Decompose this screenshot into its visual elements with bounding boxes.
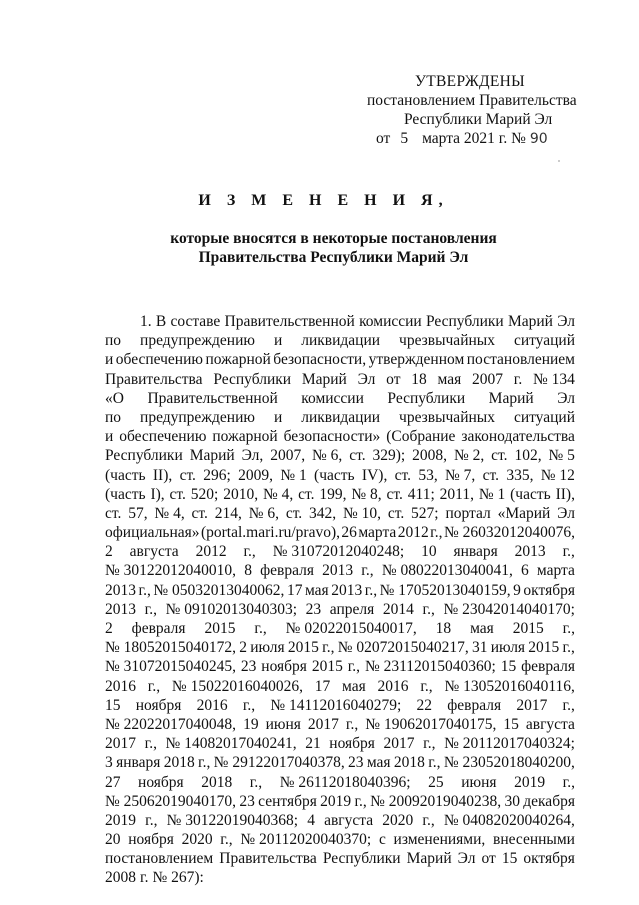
body-line: официальная» (portal.mari.ru/pravo), 26 марта 2012 г., № 26032012040076, — [105, 524, 575, 542]
subtitle-line-2: Правительства Республики Марий Эл — [198, 249, 469, 266]
body-line: 2019 г., № 30122019040368; 4 августа 2020 г., № 04082020040264, — [105, 811, 575, 829]
body-line: № 31072015040245, 23 ноября 2015 г., № 23112015040360; 15 февраля — [105, 658, 575, 676]
body-line: Правительства Республики Марий Эл от 18 мая 2007 г. № 134 — [105, 370, 575, 388]
body-line: и обеспечению пожарной безопасности, утвержденном постановлением — [105, 351, 575, 369]
approval-date — [360, 129, 580, 149]
body-line: ст. 57, № 4, ст. 214, № 6, ст. 342, № 10, ст. 527; портал «Марий Эл — [105, 504, 575, 522]
approval-date-prefix: от — [376, 130, 391, 147]
body-line: Республики Марий Эл, 2007, № 6, ст. 329); 2008, № 2, ст. 102, № 5 — [105, 447, 575, 465]
body-line: 2008 г. № 267): — [105, 869, 204, 887]
body-line: 15 ноября 2016 г., № 14112016040279; 22 февраля 2017 г., — [105, 696, 575, 714]
approval-stamp — [360, 72, 580, 149]
body-line: 1. В составе Правительственной комиссии Республики Марий Эл — [140, 313, 575, 330]
body-line: 2013 г., № 05032013040062, 17 мая 2013 г., № 17052013040159, 9 октября — [105, 581, 575, 599]
body-line: 2 февраля 2015 г., № 02022015040017, 18 мая 2015 г., — [105, 620, 575, 637]
approval-date-month-year: марта 2021 г. № — [422, 130, 526, 147]
body-line: 2013 г., № 09102013040303; 23 апреля 2014 г., № 23042014040170; — [105, 600, 575, 618]
body-line: 2 августа 2012 г., № 31072012040248; 10 января 2013 г., — [105, 543, 575, 561]
body-line: 2016 г., № 15022016040026, 17 мая 2016 г., № 13052016040116, — [105, 677, 575, 695]
body-line: (часть I), ст. 520; 2010, № 4, ст. 199, № 8, ст. 411; 2011, № 1 (часть II), — [105, 485, 575, 503]
body-line: постановлением Правительства Республики Марий Эл от 15 октября — [105, 850, 575, 868]
body-line: № 25062019040170, 23 сентября 2019 г., № 20092019040238, 30 декабря — [105, 792, 575, 810]
body-line: № 30122012040010, 8 февраля 2013 г., № 08022013040041, 6 марта — [105, 562, 575, 580]
scan-mark — [558, 160, 560, 162]
body-line: 3 января 2018 г., № 29122017040378, 23 мая 2018 г., № 23052018040200, — [105, 754, 575, 772]
approval-line-2: постановлением Правительства — [367, 92, 577, 109]
subtitle-line-1: которые вносятся в некоторые постановления — [170, 230, 497, 247]
document-body — [105, 312, 575, 888]
document-title: И З М Е Н Е Н И Я, — [198, 192, 449, 209]
body-line: «О Правительственной комиссии Республики Марий Эл — [105, 389, 575, 407]
body-line: (часть II), ст. 296; 2009, № 1 (часть IV), ст. 53, № 7, ст. 335, № 12 — [105, 466, 575, 484]
body-line: 2017 г., № 14082017040241, 21 ноября 2017 г., № 20112017040324; — [105, 735, 575, 753]
approval-heading: УТВЕРЖДЕНЫ — [415, 73, 525, 90]
body-line: по предупреждению и ликвидации чрезвычайных ситуаций — [105, 332, 575, 350]
body-line: № 18052015040172, 2 июля 2015 г., № 02072015040217, 31 июля 2015 г., — [105, 639, 575, 657]
approval-date-day: 5 — [400, 130, 409, 147]
body-line: и обеспечению пожарной безопасности» (Собрание законодательства — [105, 428, 575, 446]
body-line: 20 ноября 2020 г., № 20112020040370; с изменениями, внесенными — [105, 831, 575, 849]
approval-line-3: Республики Марий Эл — [404, 111, 553, 128]
body-line: № 22022017040048, 19 июня 2017 г., № 19062017040175, 15 августа — [105, 715, 575, 733]
approval-date-number: 90 — [529, 131, 548, 147]
document-subtitle — [0, 229, 639, 267]
body-line: по предупреждению и ликвидации чрезвычайных ситуаций — [105, 408, 575, 426]
body-line: 27 ноября 2018 г., № 26112018040396; 25 июня 2019 г., — [105, 773, 575, 791]
